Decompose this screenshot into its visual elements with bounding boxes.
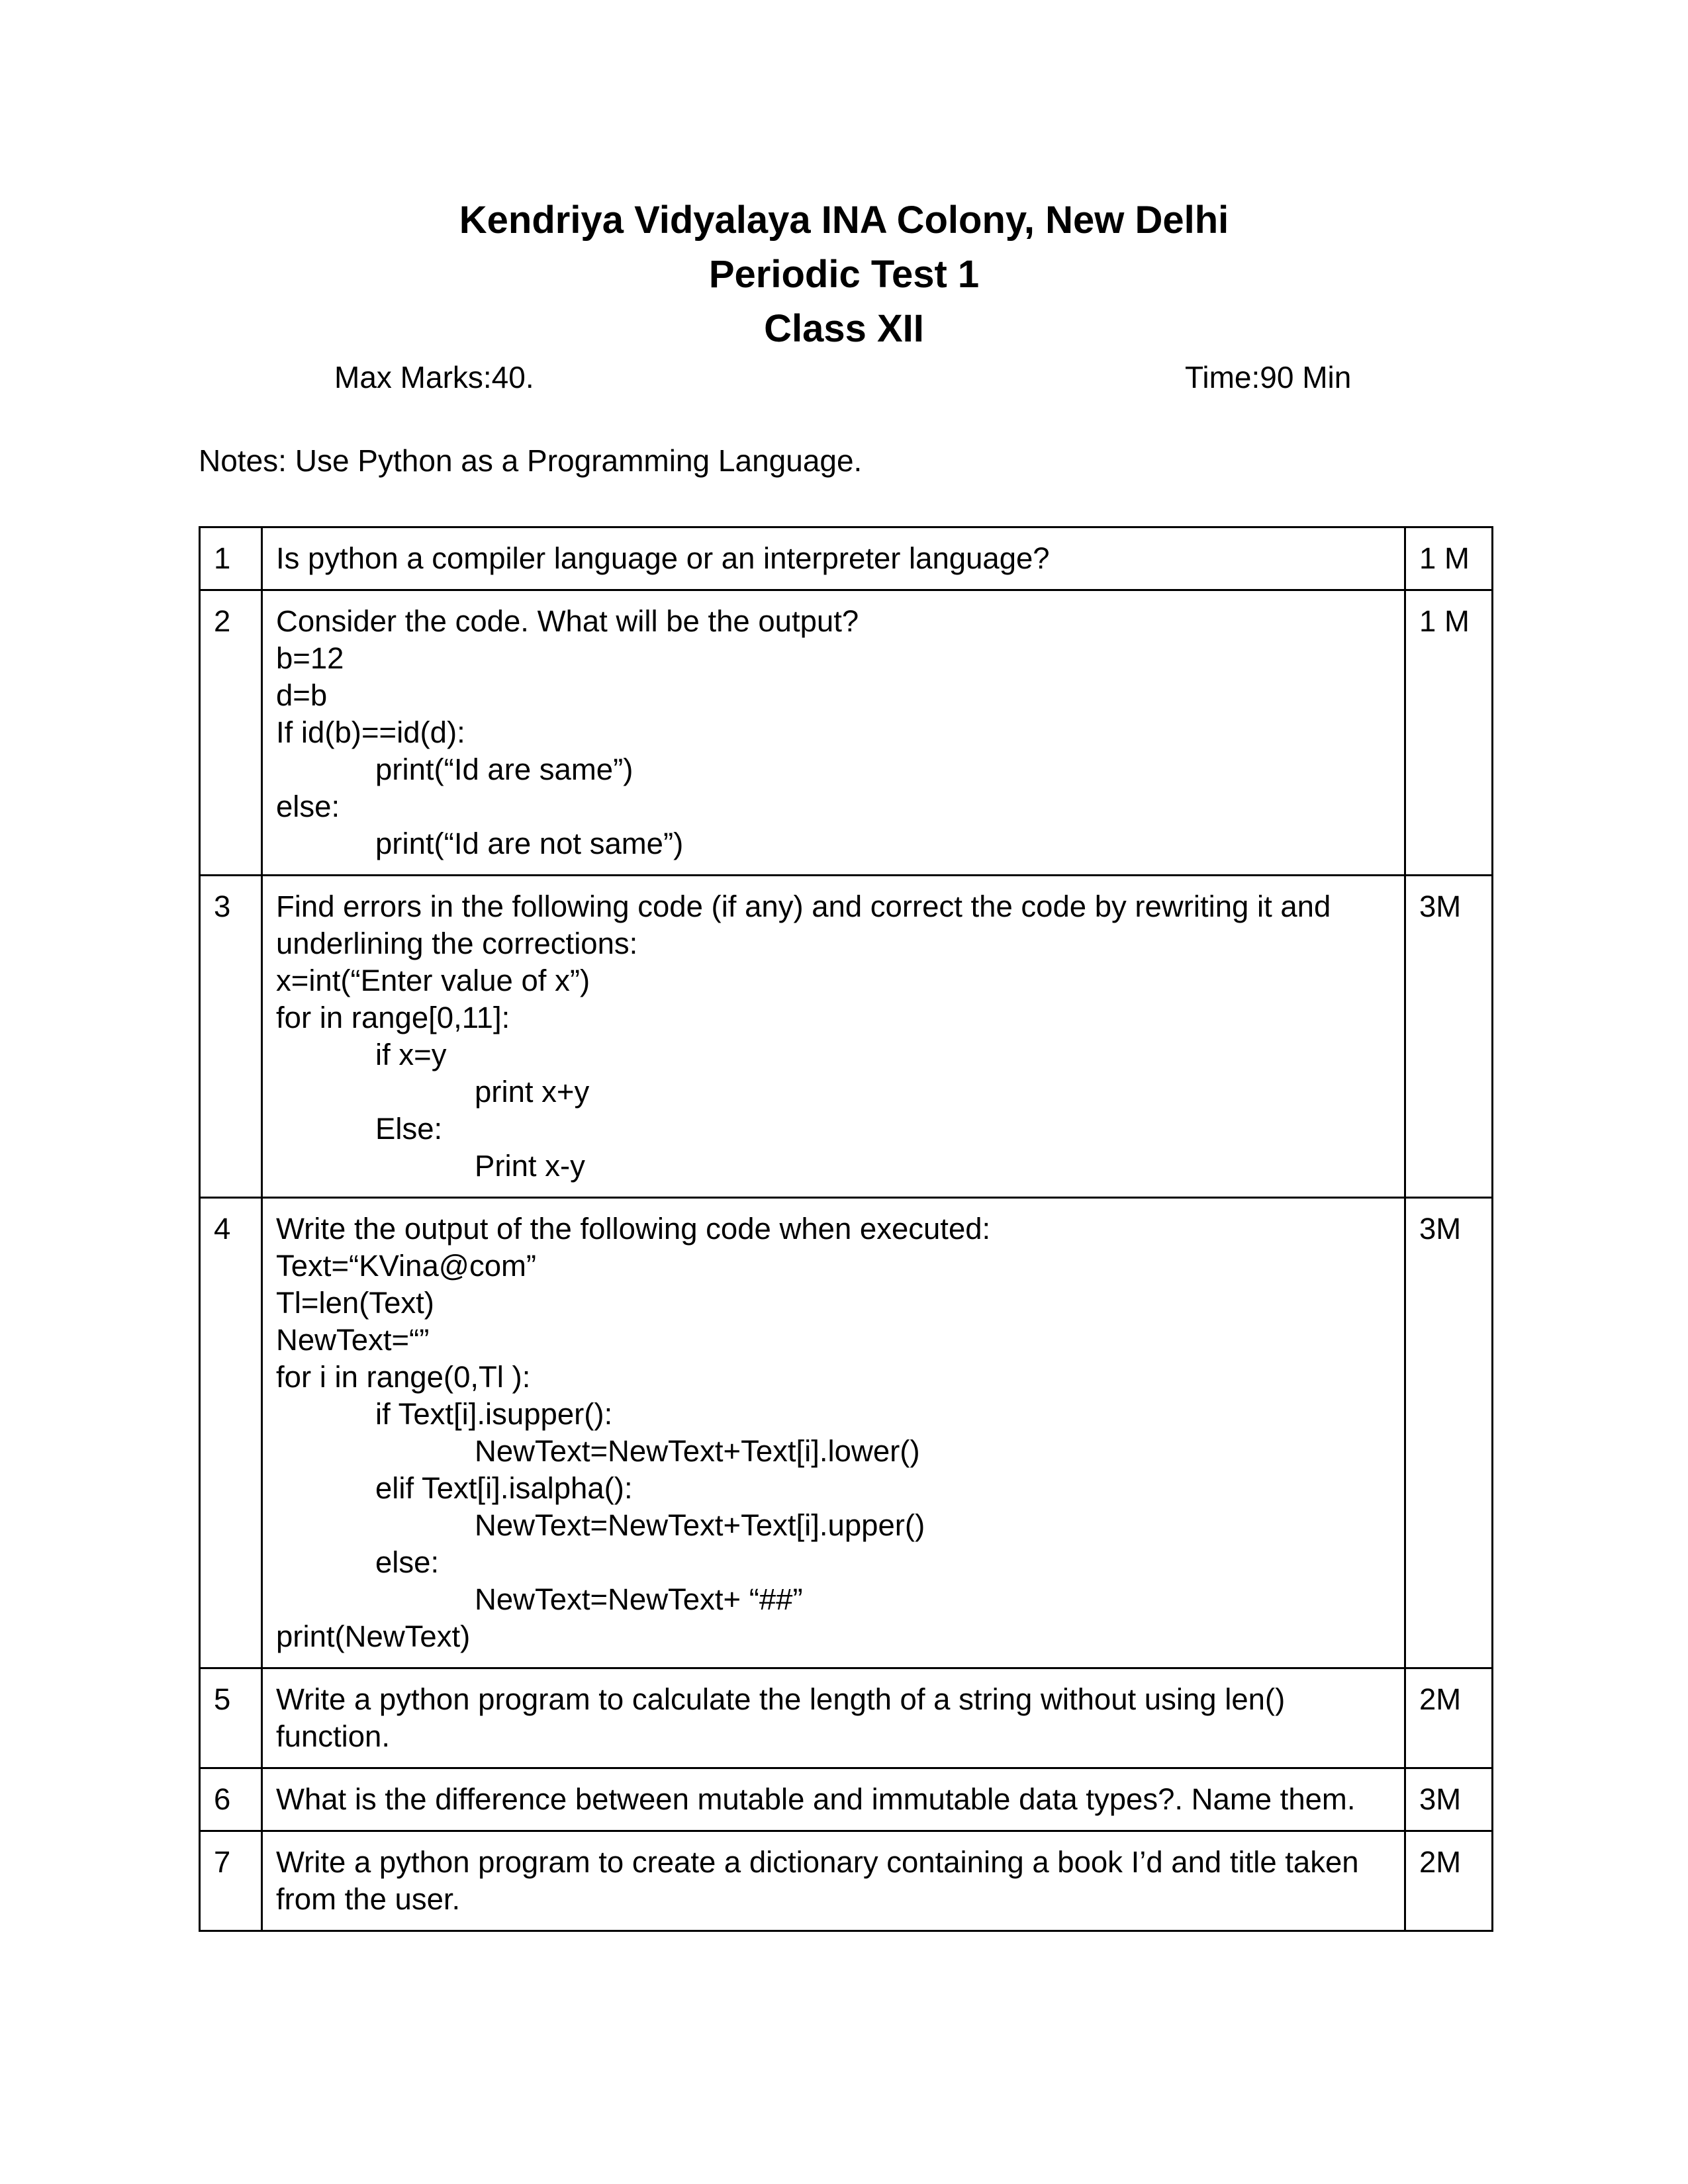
question-line: Write the output of the following code when executed: [276,1212,991,1246]
code-line: print(“Id are not same”) [375,827,684,860]
code-line: b=12 [276,641,344,675]
code-line: NewText=“” [276,1323,430,1357]
question-number: 2 [200,590,262,876]
question-row-5 [200,1668,1493,1768]
question-marks: 2M [1405,1831,1493,1931]
code-line: if Text[i].isupper(): [375,1397,613,1431]
question-marks: 3M [1405,876,1493,1198]
code-line: NewText=NewText+ “##” [475,1582,803,1616]
question-text [262,876,1405,1198]
question-marks: 3M [1405,1198,1493,1668]
question-line: Write a python program to create a dictionary containing a book I’d and title taken from the user. [276,1845,1359,1916]
question-row-6 [200,1768,1493,1831]
code-line: if x=y [375,1038,447,1071]
question-marks: 1 M [1405,590,1493,876]
code-line: print(“Id are same”) [375,752,633,786]
question-text [262,1768,1405,1831]
question-table [199,526,1493,1932]
code-line: d=b [276,678,328,712]
question-line: Write a python program to calculate the length of a string without using len() function. [276,1682,1286,1753]
code-line: Print x-y [475,1149,585,1183]
question-row-1 [200,527,1493,590]
code-line: else: [276,790,340,823]
code-line: print x+y [475,1075,590,1109]
code-line: NewText=NewText+Text[i].lower() [475,1434,920,1468]
question-row-3 [200,876,1493,1198]
question-row-7 [200,1831,1493,1931]
question-number: 4 [200,1198,262,1668]
code-line: else: [375,1545,440,1579]
code-line: for in range[0,11]: [276,1001,510,1034]
question-marks: 2M [1405,1668,1493,1768]
school-name: Kendriya Vidyalaya INA Colony, New Delhi [459,199,1229,242]
test-name: Periodic Test 1 [708,253,980,296]
code-line: Else: [375,1112,443,1146]
question-marks: 3M [1405,1768,1493,1831]
question-line: Find errors in the following code (if any) and correct the code by rewriting it and underlining the corrections: [276,889,1331,960]
question-line: Consider the code. What will be the output? [276,604,859,638]
question-text [262,590,1405,876]
question-text [262,1831,1405,1931]
question-marks: 1 M [1405,527,1493,590]
code-line: elif Text[i].isalpha(): [375,1471,633,1505]
notes: Notes: Use Python as a Programming Language. [199,443,863,478]
code-line: print(NewText) [276,1619,471,1653]
question-text [262,1198,1405,1668]
question-number: 6 [200,1768,262,1831]
question-row-4 [200,1198,1493,1668]
code-line: for i in range(0,Tl ): [276,1360,531,1394]
question-text [262,527,1405,590]
question-line: What is the difference between mutable and immutable data types?. Name them. [276,1782,1356,1816]
question-text [262,1668,1405,1768]
code-line: If id(b)==id(d): [276,715,465,749]
code-line: Text=“KVina@com” [276,1249,537,1283]
time-limit: Time:90 Min [1185,360,1352,394]
max-marks: Max Marks:40. [334,360,534,394]
question-number: 3 [200,876,262,1198]
question-number: 7 [200,1831,262,1931]
question-row-2 [200,590,1493,876]
code-line: NewText=NewText+Text[i].upper() [475,1508,925,1542]
question-number: 1 [200,527,262,590]
code-line: Tl=len(Text) [276,1286,434,1320]
question-number: 5 [200,1668,262,1768]
code-line: x=int(“Enter value of x”) [276,964,590,997]
question-line: Is python a compiler language or an interpreter language? [276,541,1050,575]
class-name: Class XII [764,307,924,350]
